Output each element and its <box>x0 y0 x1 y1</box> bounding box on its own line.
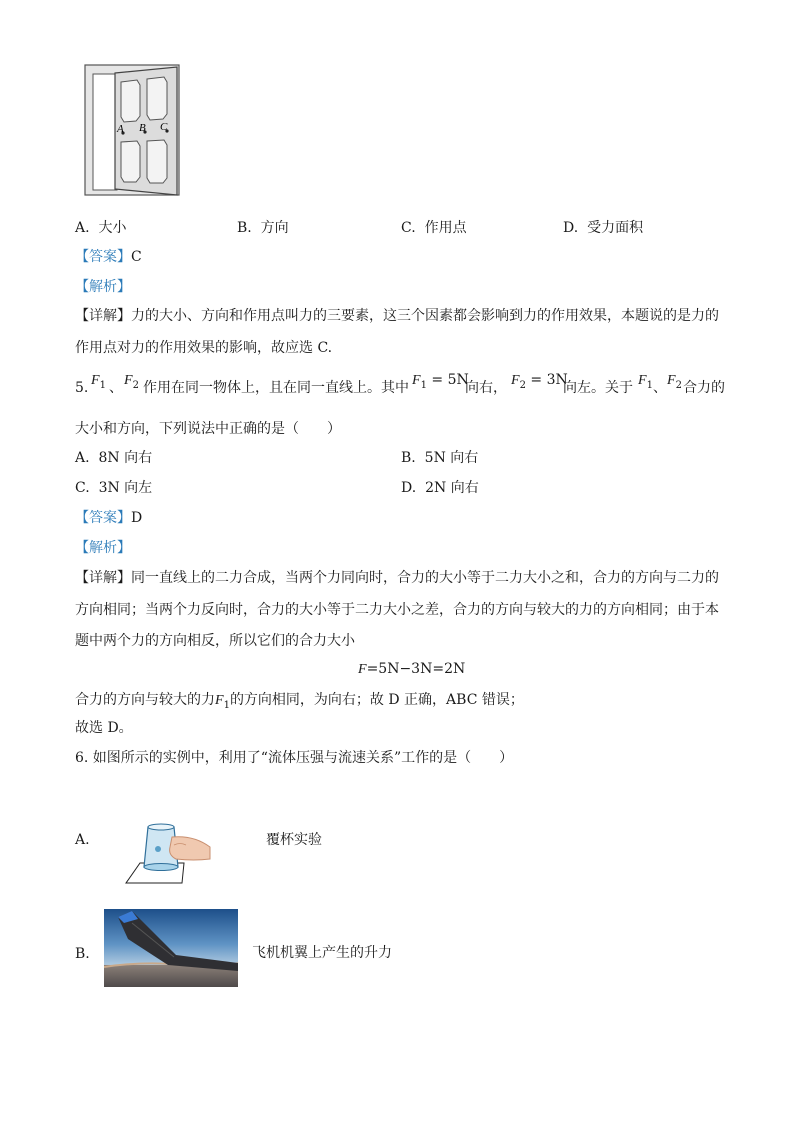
q5-option-c: C. 3N 向左 <box>75 480 153 496</box>
q5-stem-line2: 大小和方向，下列说法中正确的是（ ） <box>75 421 341 437</box>
q4-detail-line1: 【详解】力的大小、方向和作用点叫力的三要素，这三个因素都会影响到力的作用效果，本题说的是力的 <box>75 308 719 324</box>
q5-f2-equation: $F_2 = 3N$ <box>511 372 568 391</box>
q5-separator: 、 <box>109 380 123 396</box>
q5-analysis-tag: 【解析】 <box>75 540 131 556</box>
q4-option-a: A. 大小 <box>75 220 127 236</box>
q5-f2-symbol: $F_2$ <box>124 373 139 391</box>
q5-option-b: B. 5N 向右 <box>401 450 479 466</box>
q5-detail-line1: 【详解】同一直线上的二力合成，当两个力同向时，合力的大小等于二力大小之和，合力的方向与二力的 <box>75 570 719 586</box>
q5-f1-equation: $F_1 = 5N$ <box>412 372 469 391</box>
q4-option-b: B. 方向 <box>237 220 289 236</box>
airplane-wing-photo <box>104 909 238 987</box>
q5-number: 5. <box>75 380 89 396</box>
q5-f2-symbol-2: $F_2$ <box>667 373 682 391</box>
q5-stem-tail: 合力的 <box>683 380 725 396</box>
overturned-cup-figure <box>124 815 214 885</box>
q4-option-d: D. 受力面积 <box>563 220 644 236</box>
q5-conclusion: 合力的方向与较大的力$F_1$的方向相同，为向右；故 D 正确，ABC 错误； <box>75 692 524 711</box>
q5-final: 故选 D。 <box>75 720 133 736</box>
q5-direction-left: 向左。关于 <box>563 380 633 396</box>
q5-option-d: D. 2N 向右 <box>401 480 479 496</box>
q5-separator-2: 、 <box>653 380 667 396</box>
q5-answer: 【答案】D <box>75 510 143 526</box>
q5-f1-symbol-2: $F_1$ <box>638 373 653 391</box>
q5-direction-right: 向右， <box>465 380 507 396</box>
q6-option-a-letter: A. <box>75 832 90 848</box>
q4-answer: 【答案】C <box>75 249 142 265</box>
door-figure <box>82 62 182 197</box>
q6-stem: 6. 如图所示的实例中，利用了“流体压强与流速关系”工作的是（ ） <box>75 750 514 766</box>
door-label-b: B <box>139 122 146 134</box>
door-label-c: C <box>160 121 168 133</box>
q6-option-b-letter: B. <box>75 946 90 962</box>
q5-option-a: A. 8N 向右 <box>75 450 153 466</box>
q5-detail-line3: 题中两个力的方向相反，所以它们的合力大小 <box>75 633 355 649</box>
door-label-a: A <box>117 123 124 135</box>
q4-detail-line2: 作用点对力的作用效果的影响，故应选 C. <box>75 340 333 356</box>
q5-f1-symbol: $F_1$ <box>91 373 106 391</box>
q5-stem-part1: 作用在同一物体上，且在同一直线上。其中 <box>143 380 409 396</box>
q5-formula: F=5N−3N=2N <box>358 661 466 677</box>
q6-option-a-caption: 覆杯实验 <box>266 832 322 848</box>
q6-option-b-caption: 飞机机翼上产生的升力 <box>252 945 392 961</box>
q5-detail-line2: 方向相同；当两个力反向时，合力的大小等于二力大小之差，合力的方向与较大的力的方向相同；由于本 <box>75 602 719 618</box>
q4-option-c: C. 作用点 <box>401 220 467 236</box>
q4-analysis-tag: 【解析】 <box>75 279 131 295</box>
